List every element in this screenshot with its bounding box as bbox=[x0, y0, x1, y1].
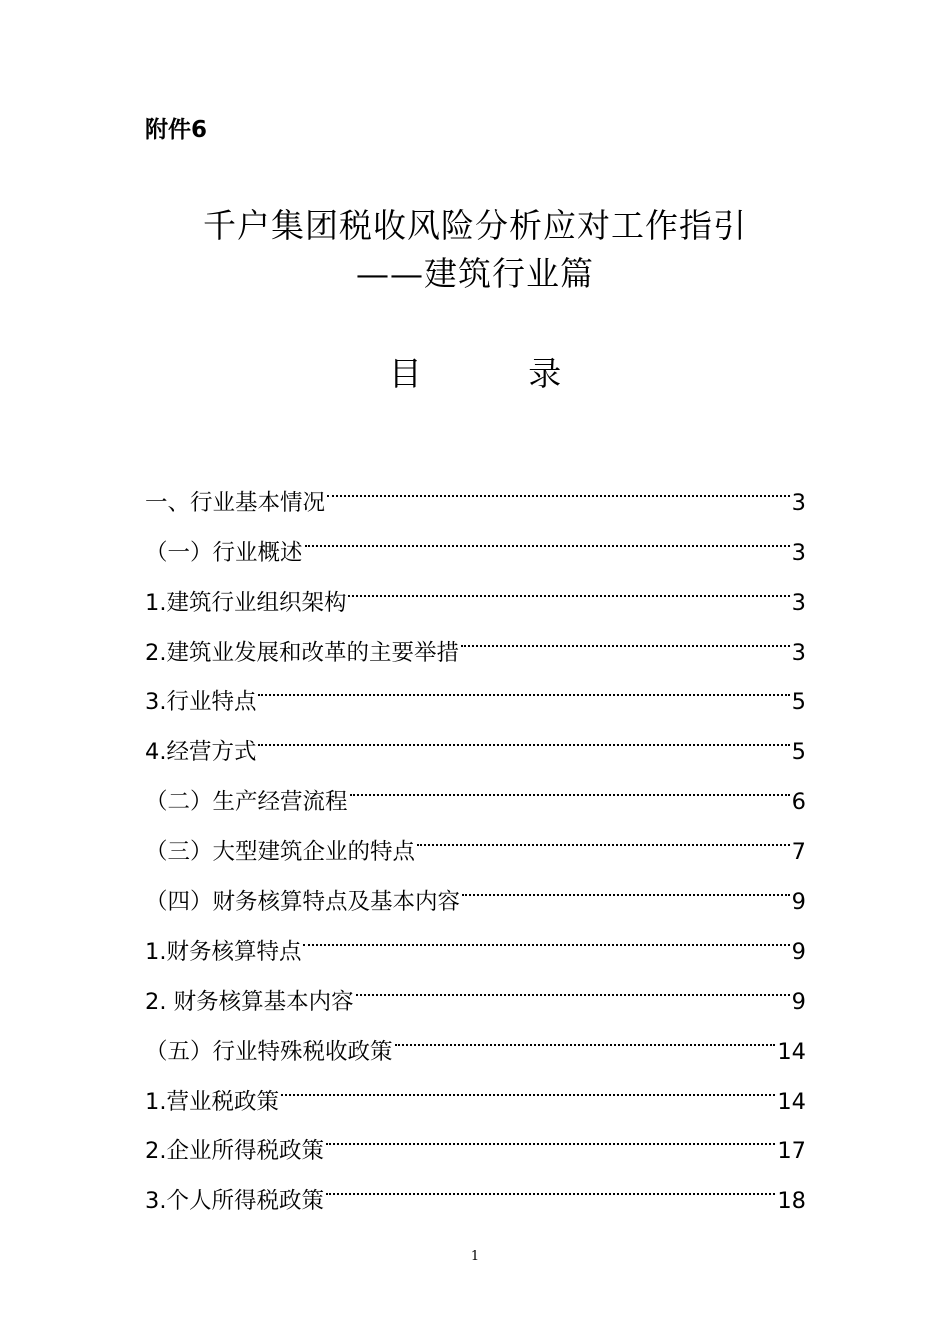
toc-entry-page: 3 bbox=[791, 589, 806, 616]
toc-entry-page: 3 bbox=[791, 539, 806, 566]
toc-entry-label: （四）财务核算特点及基本内容 bbox=[145, 889, 461, 916]
toc-entry-page: 17 bbox=[777, 1138, 806, 1165]
document-subtitle: ——建筑行业篇 bbox=[356, 254, 594, 293]
toc-leader-dots bbox=[327, 460, 790, 510]
toc-entry-label: 1.财务核算特点 bbox=[145, 938, 302, 965]
toc-entry-label: 1.建筑行业组织架构 bbox=[145, 589, 347, 616]
toc-entry-page: 3 bbox=[791, 489, 806, 516]
toc-entry-page: 5 bbox=[791, 739, 806, 766]
toc-entry-label: 2.建筑业发展和改革的主要举措 bbox=[145, 639, 459, 666]
toc-leader-dots bbox=[462, 859, 790, 909]
document-title: 千户集团税收风险分析应对工作指引 bbox=[203, 206, 747, 245]
toc-entry-label: （二）生产经营流程 bbox=[145, 789, 348, 816]
toc-leader-dots bbox=[258, 709, 789, 759]
toc-entry-page: 6 bbox=[791, 789, 806, 816]
toc-entry-label: 3.行业特点 bbox=[145, 689, 257, 716]
toc-leader-dots bbox=[326, 1109, 775, 1159]
toc-entry-page: 18 bbox=[777, 1188, 806, 1215]
toc-entry-label: 2. 财务核算基本内容 bbox=[145, 988, 354, 1015]
toc-leader-dots bbox=[348, 560, 789, 610]
toc-entry-page: 7 bbox=[791, 839, 806, 866]
toc-entry-label: 3.个人所得税政策 bbox=[145, 1188, 324, 1215]
toc-leader-dots bbox=[303, 909, 789, 959]
toc-entry-page: 9 bbox=[791, 938, 806, 965]
toc-entry-page: 9 bbox=[791, 889, 806, 916]
toc-entry-label: 一、行业基本情况 bbox=[145, 489, 326, 516]
toc-leader-dots bbox=[258, 660, 789, 710]
toc-entry-page: 14 bbox=[777, 1088, 806, 1115]
toc-entry[interactable] bbox=[145, 460, 806, 516]
page-number: 1 bbox=[470, 1249, 480, 1264]
toc-entry-label: （一）行业概述 bbox=[145, 539, 303, 566]
attachment-label: 附件6 bbox=[145, 117, 208, 143]
toc-entry-label: （三）大型建筑企业的特点 bbox=[145, 839, 416, 866]
toc-leader-dots bbox=[461, 610, 790, 660]
toc-leader-dots bbox=[350, 759, 790, 809]
toc-leader-dots bbox=[326, 1158, 775, 1208]
toc-heading: 目 录 bbox=[388, 354, 610, 393]
toc-entry-page: 14 bbox=[777, 1038, 806, 1065]
toc-entry-label: 4.经营方式 bbox=[145, 739, 257, 766]
toc-entry-label: 2.企业所得税政策 bbox=[145, 1138, 324, 1165]
toc-entry-page: 9 bbox=[791, 988, 806, 1015]
toc-entry-page: 3 bbox=[791, 639, 806, 666]
toc-leader-dots bbox=[356, 959, 790, 1009]
toc-entry-page: 5 bbox=[791, 689, 806, 716]
toc-leader-dots bbox=[281, 1059, 775, 1109]
toc-leader-dots bbox=[417, 809, 790, 859]
toc-entry-label: （五）行业特殊税收政策 bbox=[145, 1038, 393, 1065]
toc-leader-dots bbox=[395, 1009, 776, 1059]
toc-entry-label: 1.营业税政策 bbox=[145, 1088, 279, 1115]
table-of-contents bbox=[145, 460, 806, 1215]
toc-leader-dots bbox=[305, 510, 790, 560]
